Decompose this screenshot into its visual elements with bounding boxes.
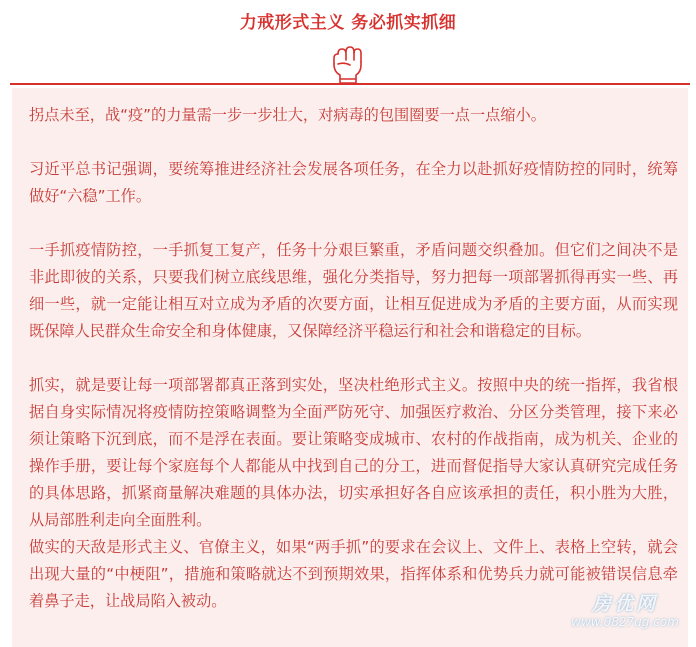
paragraph-4: 抓实，就是要让每一项部署都真正落到实处，坚决杜绝形式主义。按照中央的统一指挥，我省根据自身实际情况将疫情防控策略调整为全面严防死守、加强医疗救治、分区分类管理，接下来必须让策略下沉到底，而不是浮在表面。要让策略变成城市、农村的作战指南，成为机关、企业的操作手册，要让每个家庭每个人都能从中找到自己的分工，进而督促指导大家认真研究完成任务的具体思路，抓紧商量解决难题的具体办法，切实承担好各自应该承担的责任，积小胜为大胜，从局部胜利走向全面胜利。 xyxy=(29,376,678,529)
paragraph-1: 拐点未至，战“疫”的力量需一步一步壮大，对病毒的包围圈要一点一点缩小。 xyxy=(29,106,546,124)
watermark-name: 房优网 xyxy=(591,593,658,615)
paragraph-2: 习近平总书记强调，要统筹推进经济社会发展各项任务，在全力以赴抓好疫情防控的同时，统筹做好“六稳”工作。 xyxy=(29,160,678,205)
raised-fist-icon xyxy=(326,40,370,86)
article-title: 力戒形式主义 务必抓实抓细 xyxy=(239,13,457,33)
article-header xyxy=(0,0,696,88)
site-watermark xyxy=(562,593,688,633)
watermark-url: www.0827ug.com xyxy=(571,615,679,629)
paragraph-5: 做实的天敌是形式主义、官僚主义，如果“两手抓”的要求在会议上、文件上、表格上空转，就会出现大量的“中梗阻”，措施和策略就达不到预期效果，指挥体系和优势兵力就可能被错误信息牵着鼻子走，让战局陷入被动。 xyxy=(29,538,678,610)
header-divider xyxy=(10,83,690,85)
paragraph-3: 一手抓疫情防控，一手抓复工复产，任务十分艰巨繁重，矛盾问题交织叠加。但它们之间决不是非此即彼的关系，只要我们树立底线思维，强化分类指导，努力把每一项部署抓得再实一些、再细一些，就一定能让相互对立成为矛盾的次要方面，让相互促进成为矛盾的主要方面，从而实现既保障人民群众生命安全和身体健康，又保障经济平稳运行和社会和谐稳定的目标。 xyxy=(29,241,678,340)
article-body xyxy=(12,88,688,647)
